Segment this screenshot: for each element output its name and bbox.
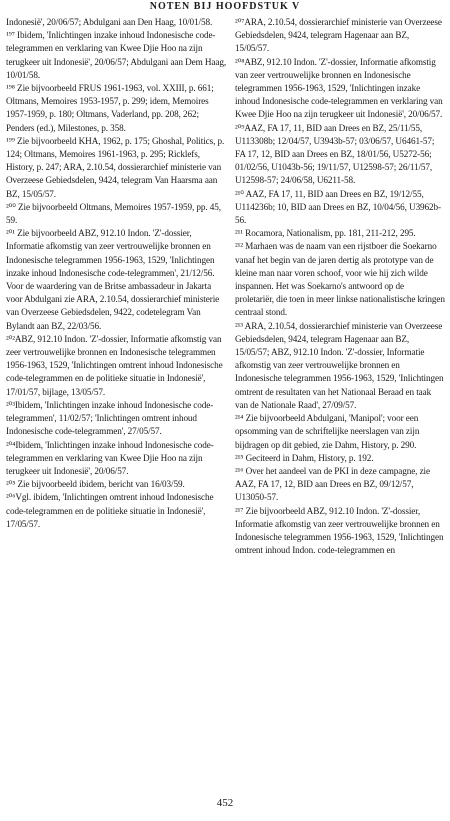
footnote: ¹⁹⁷ Ibidem, 'Inlichtingen inzake inhoud Indonesische code-telegrammen en verklaring van Kwee Djie Hoo na zijn terugkeer uit Indonesië', 20/06/57; Abdulgani aan Dem Haag, 10/01/58. [6,30,227,80]
page-number: 452 [216,797,234,809]
footnote: ²⁰⁰ Zie bijvoorbeeld Oltmans, Memoires 1957-1959, pp. 45, 59. [6,201,221,226]
footnote: ¹⁹⁸ Zie bijvoorbeeld FRUS 1961-1963, vol. XXIII, p. 661; Oltmans, Memoires 1953-1957, p. 299; idem, Memoires 1957-1959, p. 180; Oltmans, Vaderland, pp. 208, 262; Penders (ed.), Milestones, p. 358. [6,83,214,133]
footnote: ²¹¹ Rocamora, Nationalism, pp. 181, 211-212, 295. [235,228,416,239]
footnote: ²⁰⁸ABZ, 912.10 Indon. 'Z'-dossier, Informatie afkomstig van zeer vertrouwelijke bronnen en Indonesische telegrammen 1956-1963, 1529, 'Inlichtingen inzake inhoud Indonesische code-telegrammen en verklaring van Kwee Djie Hoo na zijn terugkeer uit Indonesië', 20/06/57. [235,56,443,120]
footnote: ²⁰⁶Vgl. ibidem, 'Inlichtingen omtrent inhoud Indonesische code-telegrammen en de politieke situatie in Indonesië', 17/05/57. [6,492,214,529]
right-column [235,16,445,741]
running-header: NOTEN BIJ HOOFDSTUK V [149,1,301,12]
footnote: ²⁰¹ Zie bijvoorbeeld ABZ, 912.10 Indon. 'Z'-dossier, Informatie afkomstig van zeer vertrouwelijke bronnen en Indonesische telegrammen 1956-1963, 1529, 'Inlichtingen inzake inhoud Indonesische code-telegrammen', 21/12/56. Voor de waardering van de Britse ambassadeur in Jakarta voor Abdulgani zie ARA, 2.10.54, dossierarchief ministerie van Overzeese Gebiedsdelen, 9422, codetelegram Van Bylandt aan BZ, 22/03/56. [6,228,220,331]
footnote: ²¹⁷ Zie bijvoorbeeld ABZ, 912.10 Indon. 'Z'-dossier, Informatie afkomstig van zeer vertrouwelijke bronnen en Indonesische telegrammen 1956-1963, 1529, 'Inlichtingen omtrent inhoud Indon. code-telegrammen en [235,505,444,556]
footnote: ²¹⁰ AAZ, FA 17, 11, BID aan Drees en BZ, 19/12/55, U114236b; 10, BID aan Drees en BZ, 10/04/56, U3962b-56. [235,188,441,226]
left-column [6,16,228,806]
footnote: ²⁰²ABZ, 912.10 Indon. 'Z'-dossier, Informatie afkomstig van zeer vertrouwelijke bronnen en Indonesische telegrammen 1956-1963, 1529, 'Inlichtingen omtrent inhoud Indonesische code-telegrammen en de politieke situatie in Indonesië', 17/01/57, bijlage, 13/05/57. [6,333,223,397]
footnote: ²¹⁶ Over het aandeel van de PKI in deze campagne, zie AAZ, FA 17, 12, BID aan Drees en BZ, 09/12/57, U13050-57. [235,465,430,503]
footnote: Indonesië', 20/06/57; Abdulgani aan Den Haag, 10/01/58. [6,17,213,27]
footnote: ²⁰⁹AAZ, FA 17, 11, BID aan Drees en BZ, 25/11/55, U113308b; 12/04/57, U3943b-57; 03/06/57, U6461-57; FA 17, 12, BID aan Drees en BZ, 18/01/56, U5272-56; 01/02/56, U1043b-56; 19/11/57, U12598-57; 26/11/57, U12598-57; 24/06/58, U6211-58. [235,122,435,186]
footnote: ²¹² Marhaen was de naam van een rijstboer die Soekarno vanaf het begin van de jaren dertig als prototype van de kleine man naar voren schoof, voor wie hij zich wilde inspannen. Het was Soekarno's antwoord op de proletariër, die toen in meer linkse nationalistische kringen centraal stond. [235,241,445,318]
footnote: ²¹³ ARA, 2.10.54, dossierarchief ministerie van Overzeese Gebiedsdelen, 9424, telegram Hagenaar aan BZ, 15/05/57; ABZ, 912.10 Indon. 'Z'-dossier, Informatie afkomstig van zeer vertrouwelijke bronnen en Indonesische telegrammen 1956-1963, 1529, 'Inlichtingen omtrent de resultaten van het Nationaal Beraad en taak van de Nationale Raad', 27/09/57. [235,320,444,410]
footnote: ²¹⁵ Geciteerd in Dahm, History, p. 192. [235,452,374,463]
footnote: ²⁰⁷ARA, 2.10.54, dossierarchief ministerie van Overzeese Gebiedsdelen, 9424, telegram Hagenaar aan BZ, 15/05/57. [235,17,442,54]
footnote: ²⁰⁵ Zie bijvoorbeeld ibidem, bericht van 16/03/59. [6,479,185,490]
footnote: ²⁰⁴Ibidem, 'Inlichtingen inzake inhoud Indonesische code-telegrammen en verklaring van Kwee Djie Hoo na zijn terugkeer uit Indonesië', 20/06/57. [6,439,214,476]
footnote: ²¹⁴ Zie bijvoorbeeld Abdulgani, 'Manipol'; voor een opsomming van de schriftelijke neerslagen van zijn bijdragen op dit gebied, zie Dahm, History, p. 290. [235,413,420,450]
footnote: ²⁰³Ibidem, 'Inlichtingen inzake inhoud Indonesische code-telegrammen', 11/02/57; 'Inlichtingen omtrent inhoud Indonesische code-telegrammen', 27/05/57. [6,399,214,437]
footnote: ¹⁹⁹ Zie bijvoorbeeld KHA, 1962, p. 175; Ghoshal, Politics, p. 124; Oltmans, Memoires 1961-1963, p. 295; Ricklefs, History, p. 247; ARA, 2.10.54, dossierarchief ministerie van Overzeese Gebiedsdelen, 9424, telegram Van Haarsma aan BZ, 15/05/57. [6,135,225,199]
